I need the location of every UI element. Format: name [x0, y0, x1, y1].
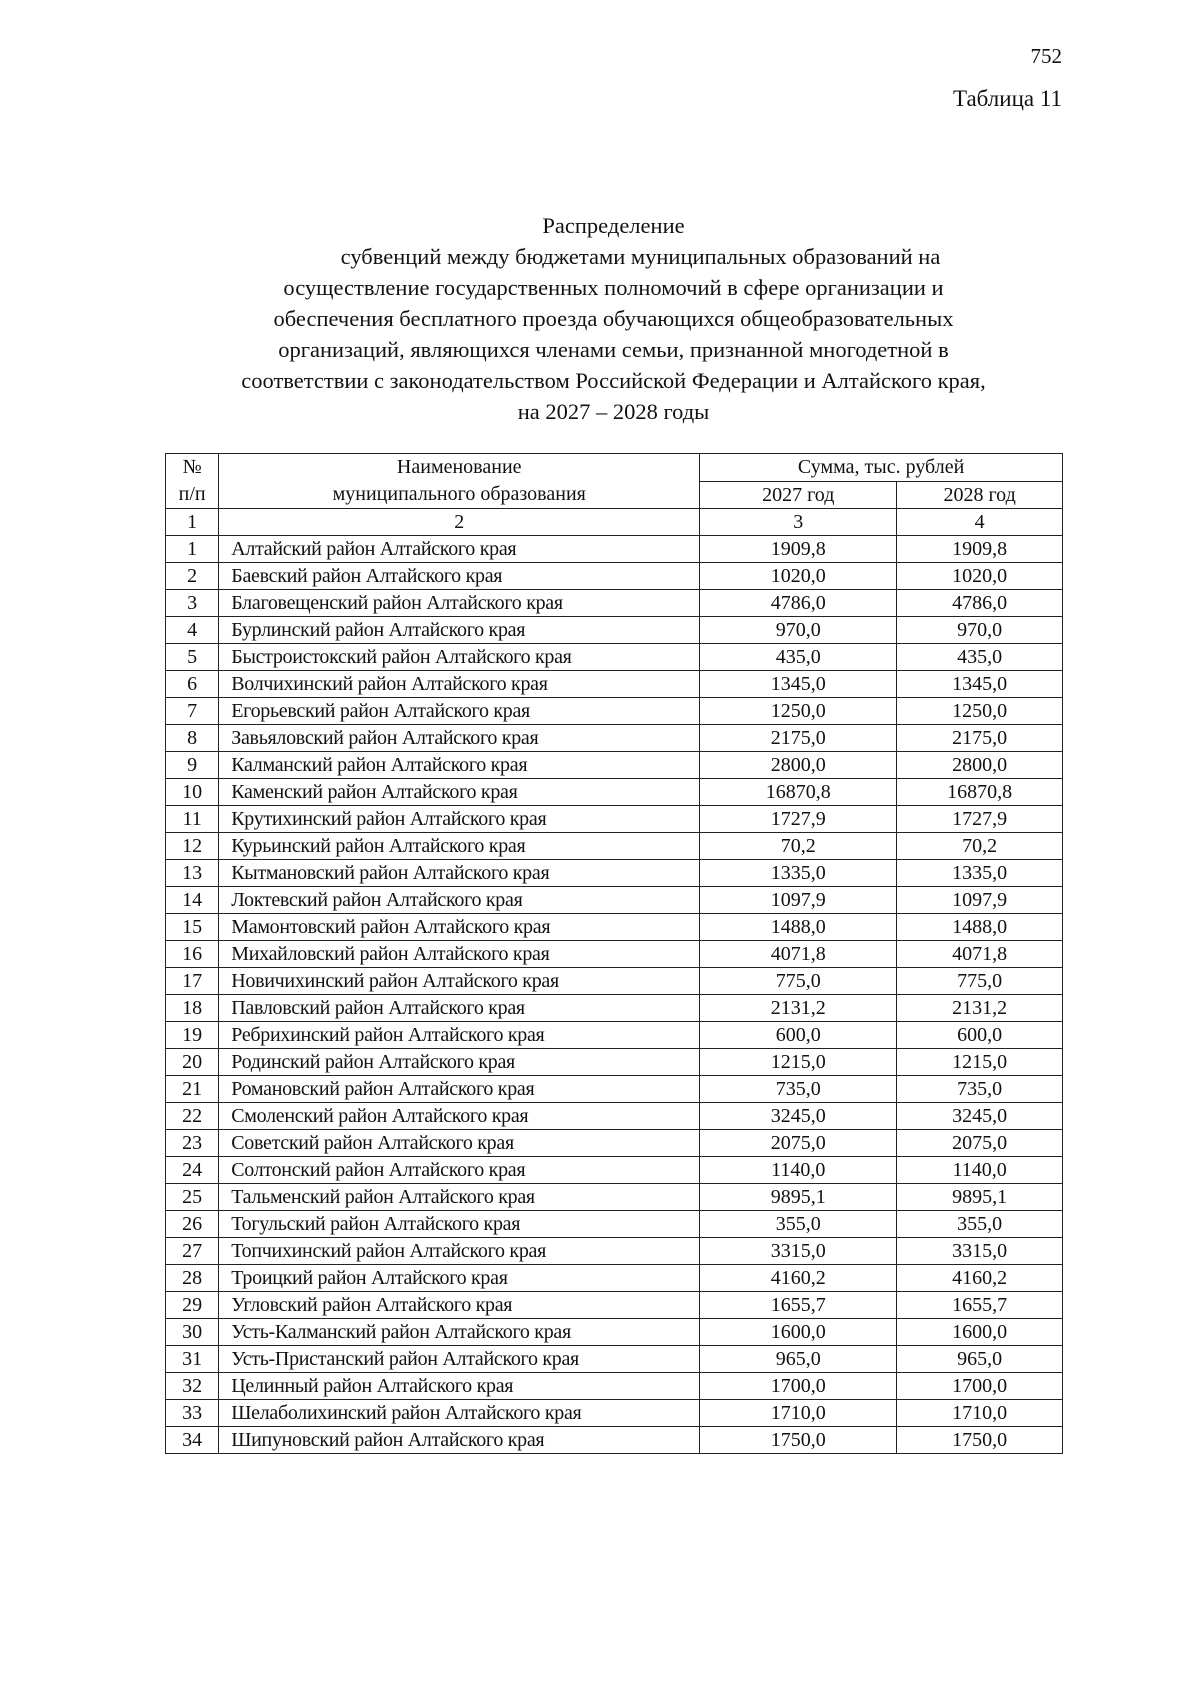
municipality-name: Советский район Алтайского края — [219, 1130, 700, 1157]
municipality-name: Завьяловский район Алтайского края — [219, 725, 700, 752]
amount-2027: 1488,0 — [700, 914, 897, 941]
amount-2028: 1097,9 — [897, 887, 1063, 914]
municipality-name: Быстроистокский район Алтайского края — [219, 644, 700, 671]
header-name-line2: муниципального образования — [332, 483, 586, 505]
amount-2028: 4071,8 — [897, 941, 1063, 968]
amount-2027: 4160,2 — [700, 1265, 897, 1292]
amount-2028: 970,0 — [897, 617, 1063, 644]
municipality-name: Солтонский район Алтайского края — [219, 1157, 700, 1184]
row-number: 31 — [166, 1346, 219, 1373]
column-number: 1 — [166, 509, 219, 536]
amount-2028: 3315,0 — [897, 1238, 1063, 1265]
title-line: осуществление государственных полномочий в сфере организации и — [283, 275, 944, 300]
row-number: 10 — [166, 779, 219, 806]
amount-2028: 1345,0 — [897, 671, 1063, 698]
municipality-name: Курьинский район Алтайского края — [219, 833, 700, 860]
amount-2028: 1140,0 — [897, 1157, 1063, 1184]
table-row — [166, 725, 1063, 752]
column-number: 2 — [219, 509, 700, 536]
amount-2028: 16870,8 — [897, 779, 1063, 806]
amount-2027: 735,0 — [700, 1076, 897, 1103]
table-row — [166, 914, 1063, 941]
amount-2028: 70,2 — [897, 833, 1063, 860]
municipality-name: Волчихинский район Алтайского края — [219, 671, 700, 698]
header-sum: Сумма, тыс. рублей — [700, 454, 1063, 482]
amount-2027: 2800,0 — [700, 752, 897, 779]
amount-2027: 2175,0 — [700, 725, 897, 752]
municipality-name: Новичихинский район Алтайского края — [219, 968, 700, 995]
amount-2028: 1335,0 — [897, 860, 1063, 887]
table-row — [166, 1427, 1063, 1454]
row-number: 6 — [166, 671, 219, 698]
table-row — [166, 1211, 1063, 1238]
table-row — [166, 590, 1063, 617]
amount-2027: 1140,0 — [700, 1157, 897, 1184]
table-row — [166, 860, 1063, 887]
table-row — [166, 779, 1063, 806]
amount-2028: 965,0 — [897, 1346, 1063, 1373]
table-label: Таблица 11 — [952, 86, 1062, 111]
title-line: субвенций между бюджетами муниципальных образований на — [340, 244, 941, 269]
amount-2028: 1750,0 — [897, 1427, 1063, 1454]
amount-2028: 355,0 — [897, 1211, 1063, 1238]
row-number: 32 — [166, 1373, 219, 1400]
table-row — [166, 563, 1063, 590]
amount-2028: 1488,0 — [897, 914, 1063, 941]
table-row — [166, 1265, 1063, 1292]
table-row — [166, 1022, 1063, 1049]
row-number: 21 — [166, 1076, 219, 1103]
row-number: 26 — [166, 1211, 219, 1238]
row-number: 16 — [166, 941, 219, 968]
table-row — [166, 1346, 1063, 1373]
amount-2027: 16870,8 — [700, 779, 897, 806]
amount-2028: 4160,2 — [897, 1265, 1063, 1292]
amount-2027: 1600,0 — [700, 1319, 897, 1346]
row-number: 23 — [166, 1130, 219, 1157]
amount-2027: 2131,2 — [700, 995, 897, 1022]
table-row — [166, 833, 1063, 860]
table-row — [166, 941, 1063, 968]
municipality-name: Целинный район Алтайского края — [219, 1373, 700, 1400]
amount-2028: 600,0 — [897, 1022, 1063, 1049]
row-number: 20 — [166, 1049, 219, 1076]
amount-2028: 1909,8 — [897, 536, 1063, 563]
amount-2027: 1215,0 — [700, 1049, 897, 1076]
title-line: Распределение — [542, 213, 685, 238]
municipality-name: Родинский район Алтайского края — [219, 1049, 700, 1076]
amount-2027: 1727,9 — [700, 806, 897, 833]
amount-2028: 2075,0 — [897, 1130, 1063, 1157]
header-year-2027: 2027 год — [700, 481, 897, 509]
amount-2027: 775,0 — [700, 968, 897, 995]
header-number-line1: № — [182, 456, 202, 478]
table-row — [166, 1049, 1063, 1076]
municipality-name: Угловский район Алтайского края — [219, 1292, 700, 1319]
title-line: соответствии с законодательством Российской Федерации и Алтайского края, — [241, 368, 986, 393]
amount-2027: 970,0 — [700, 617, 897, 644]
subsidy-table — [165, 453, 1063, 1454]
document-title — [165, 210, 1062, 427]
table-row — [166, 887, 1063, 914]
amount-2028: 9895,1 — [897, 1184, 1063, 1211]
amount-2027: 4786,0 — [700, 590, 897, 617]
row-number: 8 — [166, 725, 219, 752]
municipality-name: Усть-Пристанский район Алтайского края — [219, 1346, 700, 1373]
municipality-name: Бурлинский район Алтайского края — [219, 617, 700, 644]
header-row — [166, 454, 1063, 482]
amount-2028: 1710,0 — [897, 1400, 1063, 1427]
amount-2028: 735,0 — [897, 1076, 1063, 1103]
amount-2027: 1335,0 — [700, 860, 897, 887]
municipality-name: Баевский район Алтайского края — [219, 563, 700, 590]
row-number: 25 — [166, 1184, 219, 1211]
table-row — [166, 1319, 1063, 1346]
municipality-name: Троицкий район Алтайского края — [219, 1265, 700, 1292]
municipality-name: Топчихинский район Алтайского края — [219, 1238, 700, 1265]
table-row — [166, 806, 1063, 833]
table-row — [166, 1184, 1063, 1211]
table-row — [166, 1130, 1063, 1157]
table-row — [166, 617, 1063, 644]
amount-2028: 2800,0 — [897, 752, 1063, 779]
municipality-name: Тальменский район Алтайского края — [219, 1184, 700, 1211]
amount-2027: 1909,8 — [700, 536, 897, 563]
amount-2028: 1600,0 — [897, 1319, 1063, 1346]
amount-2027: 355,0 — [700, 1211, 897, 1238]
row-number: 12 — [166, 833, 219, 860]
table-row — [166, 1292, 1063, 1319]
row-number: 15 — [166, 914, 219, 941]
amount-2027: 1750,0 — [700, 1427, 897, 1454]
column-number: 4 — [897, 509, 1063, 536]
table-row — [166, 698, 1063, 725]
amount-2027: 4071,8 — [700, 941, 897, 968]
municipality-name: Мамонтовский район Алтайского края — [219, 914, 700, 941]
table-row — [166, 752, 1063, 779]
table-row — [166, 1103, 1063, 1130]
table-row — [166, 1238, 1063, 1265]
column-number: 3 — [700, 509, 897, 536]
table-row — [166, 968, 1063, 995]
municipality-name: Павловский район Алтайского края — [219, 995, 700, 1022]
row-number: 27 — [166, 1238, 219, 1265]
municipality-name: Егорьевский район Алтайского края — [219, 698, 700, 725]
amount-2027: 70,2 — [700, 833, 897, 860]
table-row — [166, 644, 1063, 671]
amount-2027: 1700,0 — [700, 1373, 897, 1400]
table-row — [166, 995, 1063, 1022]
amount-2028: 1020,0 — [897, 563, 1063, 590]
row-number: 7 — [166, 698, 219, 725]
row-number: 1 — [166, 536, 219, 563]
row-number: 22 — [166, 1103, 219, 1130]
amount-2027: 1710,0 — [700, 1400, 897, 1427]
row-number: 34 — [166, 1427, 219, 1454]
amount-2027: 965,0 — [700, 1346, 897, 1373]
amount-2027: 2075,0 — [700, 1130, 897, 1157]
amount-2027: 1020,0 — [700, 563, 897, 590]
header-number — [166, 454, 219, 509]
table-row — [166, 1373, 1063, 1400]
amount-2027: 1250,0 — [700, 698, 897, 725]
amount-2028: 775,0 — [897, 968, 1063, 995]
amount-2028: 3245,0 — [897, 1103, 1063, 1130]
amount-2028: 4786,0 — [897, 590, 1063, 617]
amount-2028: 2131,2 — [897, 995, 1063, 1022]
municipality-name: Кытмановский район Алтайского края — [219, 860, 700, 887]
column-number-row — [166, 509, 1063, 536]
amount-2028: 1700,0 — [897, 1373, 1063, 1400]
amount-2027: 3245,0 — [700, 1103, 897, 1130]
amount-2027: 3315,0 — [700, 1238, 897, 1265]
page-number: 752 — [1030, 44, 1062, 68]
table-row — [166, 1076, 1063, 1103]
amount-2028: 1655,7 — [897, 1292, 1063, 1319]
municipality-name: Шелаболихинский район Алтайского края — [219, 1400, 700, 1427]
amount-2027: 1655,7 — [700, 1292, 897, 1319]
row-number: 4 — [166, 617, 219, 644]
municipality-name: Каменский район Алтайского края — [219, 779, 700, 806]
row-number: 30 — [166, 1319, 219, 1346]
amount-2028: 2175,0 — [897, 725, 1063, 752]
table-row — [166, 1400, 1063, 1427]
amount-2028: 1727,9 — [897, 806, 1063, 833]
table-row — [166, 536, 1063, 563]
header-name-line1: Наименование — [396, 456, 522, 478]
row-number: 24 — [166, 1157, 219, 1184]
title-line: организаций, являющихся членами семьи, признанной многодетной в — [278, 337, 949, 362]
municipality-name: Ребрихинский район Алтайского края — [219, 1022, 700, 1049]
title-line: обеспечения бесплатного проезда обучающихся общеобразовательных — [273, 306, 954, 331]
municipality-name: Калманский район Алтайского края — [219, 752, 700, 779]
municipality-name: Крутихинский район Алтайского края — [219, 806, 700, 833]
municipality-name: Тогульский район Алтайского края — [219, 1211, 700, 1238]
amount-2027: 600,0 — [700, 1022, 897, 1049]
row-number: 3 — [166, 590, 219, 617]
amount-2027: 1097,9 — [700, 887, 897, 914]
header-name — [219, 454, 700, 509]
row-number: 5 — [166, 644, 219, 671]
header-year-2028: 2028 год — [897, 481, 1063, 509]
amount-2028: 1250,0 — [897, 698, 1063, 725]
municipality-name: Романовский район Алтайского края — [219, 1076, 700, 1103]
amount-2028: 435,0 — [897, 644, 1063, 671]
amount-2027: 9895,1 — [700, 1184, 897, 1211]
municipality-name: Шипуновский район Алтайского края — [219, 1427, 700, 1454]
table-row — [166, 671, 1063, 698]
row-number: 29 — [166, 1292, 219, 1319]
municipality-name: Смоленский район Алтайского края — [219, 1103, 700, 1130]
header-number-line2: п/п — [178, 483, 206, 505]
row-number: 13 — [166, 860, 219, 887]
amount-2027: 435,0 — [700, 644, 897, 671]
row-number: 9 — [166, 752, 219, 779]
municipality-name: Усть-Калманский район Алтайского края — [219, 1319, 700, 1346]
amount-2027: 1345,0 — [700, 671, 897, 698]
row-number: 33 — [166, 1400, 219, 1427]
amount-2028: 1215,0 — [897, 1049, 1063, 1076]
row-number: 18 — [166, 995, 219, 1022]
municipality-name: Алтайский район Алтайского края — [219, 536, 700, 563]
title-line: на 2027 – 2028 годы — [517, 399, 710, 424]
row-number: 14 — [166, 887, 219, 914]
row-number: 19 — [166, 1022, 219, 1049]
municipality-name: Михайловский район Алтайского края — [219, 941, 700, 968]
row-number: 17 — [166, 968, 219, 995]
table-row — [166, 1157, 1063, 1184]
row-number: 11 — [166, 806, 219, 833]
row-number: 28 — [166, 1265, 219, 1292]
row-number: 2 — [166, 563, 219, 590]
municipality-name: Локтевский район Алтайского края — [219, 887, 700, 914]
municipality-name: Благовещенский район Алтайского края — [219, 590, 700, 617]
